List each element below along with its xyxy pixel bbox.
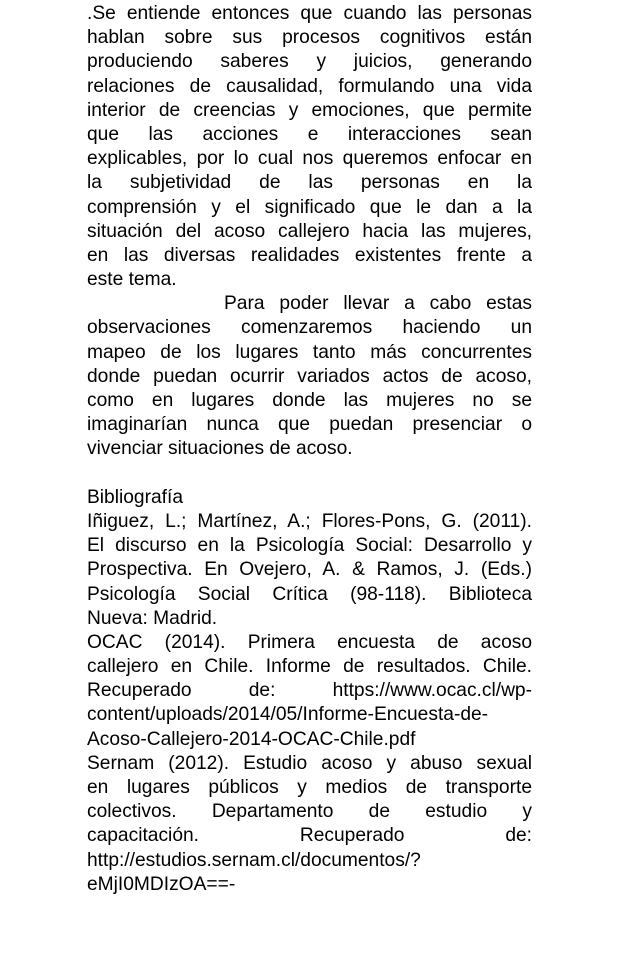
text-line: imaginarían nunca que puedan presenciar o [87,414,532,436]
text-line: donde puedan ocurrir variados actos de acoso, [87,365,532,387]
text-line: Psicología Social Crítica (98-118). Biblioteca [87,583,532,605]
text-line: la subjetividad de las personas en la [87,172,532,194]
bibliography-entry [87,510,532,631]
text-line: Sernam (2012). Estudio acoso y abuso sexual [87,752,532,774]
text-line: capacitación. Recuperado de: [87,825,532,847]
text-line: comprensión y el significado que le dan a la [87,196,532,218]
text-line: Prospectiva. En Ovejero, A. & Ramos, J. (Eds.) [87,559,532,581]
paragraph-2 [87,292,532,461]
text-line: como en lugares donde las mujeres no se [87,390,532,411]
text-line: El discurso en la Psicología Social: Desarrollo y [87,535,532,557]
text-line: vivenciar situaciones de acoso. [87,438,353,460]
text-line: mapeo de los lugares tanto más concurrentes [87,341,532,363]
text-line: explicables, por lo cual nos queremos enfocar en [87,148,532,170]
text-line: Recuperado de: https://www.ocac.cl/wp- [87,680,532,702]
bibliography-heading: Bibliografía [87,486,183,508]
bibliography-entry [87,752,532,897]
text-line: Acoso-Callejero-2014-OCAC-Chile.pdf [87,728,416,750]
text-line: relaciones de causalidad, formulando una vida [87,75,532,97]
text-line: observaciones comenzaremos haciendo un [87,317,532,339]
blank-line [87,462,532,486]
text-line: .Se entiende entonces que cuando las personas [87,3,532,24]
bibliography-entry [87,631,532,752]
text-line: http://estudios.sernam.cl/documentos/? [87,849,421,871]
paragraph-1 [87,2,532,292]
text-line: OCAC (2014). Primera encuesta de acoso [87,631,532,653]
bibliography-section [87,486,532,897]
text-line: en lugares públicos y medios de transporte [87,777,532,798]
text-line: eMjI0MDIzOA==- [87,873,236,895]
text-line: produciendo saberes y juicios, generando [87,51,532,73]
text-line: hablan sobre sus procesos cognitivos están [87,27,532,49]
text-line: situación del acoso callejero hacia las mujeres, [87,220,532,242]
text-line: en las diversas realidades existentes frente a [87,244,532,266]
text-line: este tema. [87,269,177,291]
text-line: content/uploads/2014/05/Informe-Encuesta-de- [87,704,489,726]
text-line: que las acciones e interacciones sean [87,123,532,145]
text-line: colectivos. Departamento de estudio y [87,801,532,823]
text-line: Nueva: Madrid. [87,607,218,629]
text-line: callejero en Chile. Informe de resultados. Chile. [87,656,532,678]
text-line: Iñiguez, L.; Martínez, A.; Flores-Pons, G. (2011). [87,510,532,532]
text-line: interior de creencias y emociones, que permite [87,99,532,121]
document-page [87,2,532,897]
text-line: Para poder llevar a cabo estas [224,293,532,315]
